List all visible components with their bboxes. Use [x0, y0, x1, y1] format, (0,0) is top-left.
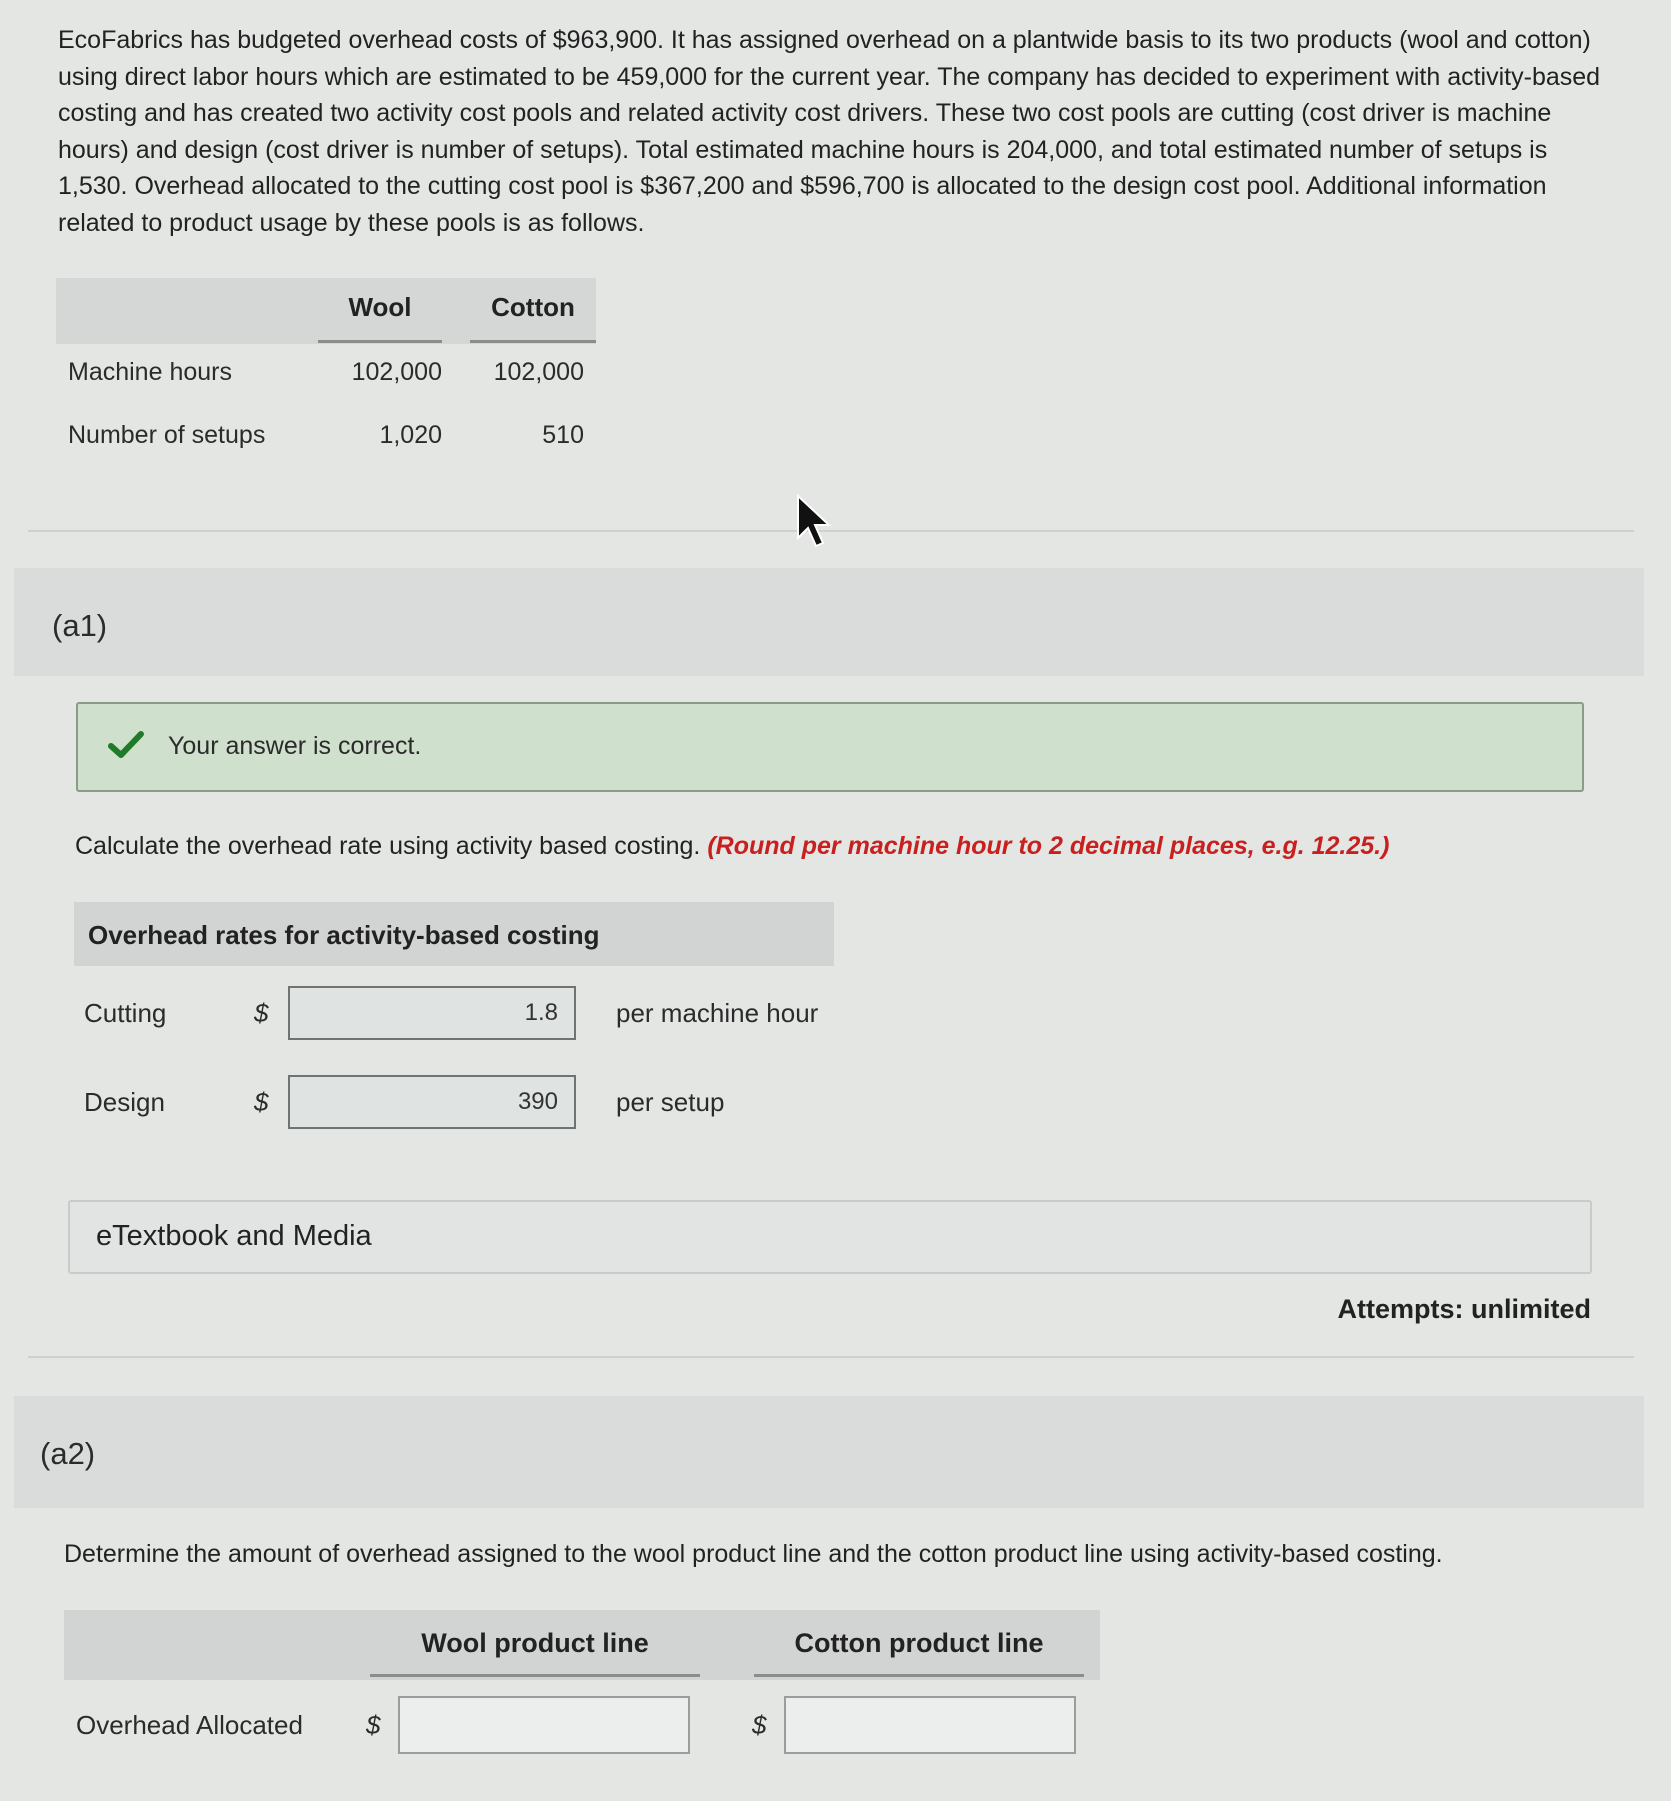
allocation-table-header: [64, 1610, 1100, 1680]
rates-table-title: Overhead rates for activity-based costing: [88, 920, 600, 950]
header-underline: [470, 340, 596, 343]
currency-symbol: $: [254, 1087, 269, 1117]
row-label: Number of setups: [68, 421, 266, 449]
correct-answer-banner: [76, 702, 1584, 792]
mouse-pointer-icon: [796, 494, 832, 550]
wool-value: 1,020: [379, 421, 442, 449]
row-label: Overhead Allocated: [76, 1710, 303, 1740]
header-underline: [370, 1674, 700, 1677]
currency-symbol: $: [254, 998, 269, 1028]
etextbook-media-panel[interactable]: [68, 1200, 1592, 1274]
cotton-value: 510: [542, 421, 584, 449]
attempts-label: Attempts: unlimited: [1337, 1294, 1591, 1324]
feedback-message: Your answer is correct.: [168, 732, 422, 760]
usage-table-header: [56, 278, 596, 344]
header-underline: [318, 340, 442, 343]
problem-intro: EcoFabrics has budgeted overhead costs of $963,900. It has assigned overhead on a plantwide basis to its two products (wool and cotton) using direct labor hours which are estimated to be 459,000 for the current year. The company has decided to experiment with activity-based costing and has created two activity cost pools and related activity cost drivers. These two cost pools are cutting (cost driver is machine hours) and design (cost driver is number of setups). Total estimated machine hours is 204,000, and total estimated number of setups is 1,530. Overhead allocated to the cutting cost pool is $367,200 and $596,700 is allocated to the design cost pool. Additional information related to product usage by these pools is as follows.: [58, 26, 1601, 237]
part-a1-header: [14, 568, 1644, 676]
cotton-value: 102,000: [493, 358, 584, 386]
instruction-text: Calculate the overhead rate using activity based costing.: [75, 832, 701, 860]
wool-overhead-input[interactable]: [398, 1696, 690, 1754]
part-a1-label: (a1): [52, 608, 108, 643]
header-underline: [754, 1674, 1084, 1677]
a2-instruction: Determine the amount of overhead assigned to the wool product line and the cotton product line using activity-based costing.: [64, 1540, 1443, 1568]
header-cotton: Cotton: [491, 292, 575, 322]
currency-symbol: $: [752, 1710, 767, 1740]
currency-symbol: $: [366, 1710, 381, 1740]
cotton-overhead-input[interactable]: [784, 1696, 1076, 1754]
rate-label: Cutting: [84, 998, 167, 1028]
check-icon: [108, 730, 144, 760]
etextbook-link[interactable]: eTextbook and Media: [96, 1220, 372, 1252]
overhead-allocated-row: [64, 1696, 1164, 1756]
rates-table-header: [74, 902, 834, 966]
a1-instruction: [75, 832, 1389, 861]
rate-label: Design: [84, 1087, 165, 1117]
part-a2-header: [14, 1396, 1644, 1508]
table-row: [56, 421, 596, 461]
table-row: [56, 358, 596, 398]
rounding-hint: (Round per machine hour to 2 decimal places, e.g. 12.25.): [707, 832, 1390, 860]
divider: [28, 1356, 1634, 1358]
part-a2-label: (a2): [40, 1436, 96, 1471]
rate-unit: per setup: [616, 1087, 725, 1117]
rate-unit: per machine hour: [616, 998, 819, 1028]
rate-row-cutting: [74, 986, 854, 1042]
wool-value: 102,000: [351, 358, 442, 386]
design-rate-input[interactable]: [288, 1075, 576, 1129]
row-label: Machine hours: [68, 358, 232, 386]
header-wool-product-line: Wool product line: [421, 1628, 649, 1658]
header-cotton-product-line: Cotton product line: [794, 1628, 1044, 1658]
rate-row-design: [74, 1075, 854, 1131]
header-wool: Wool: [348, 292, 412, 322]
cutting-rate-input[interactable]: [288, 986, 576, 1040]
